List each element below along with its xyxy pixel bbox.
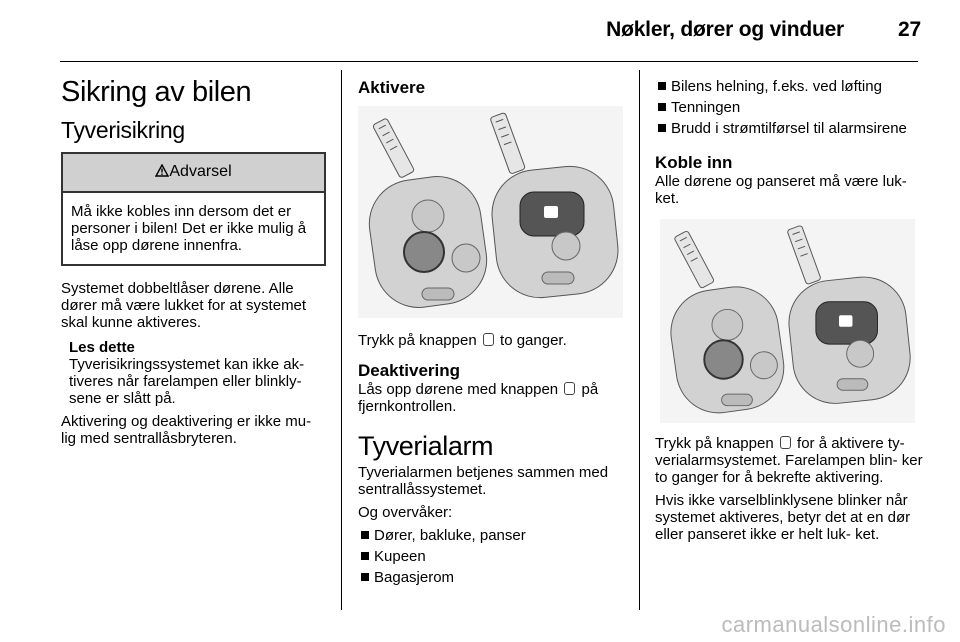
warning-header [63,154,324,193]
unlock-button-icon [564,382,575,395]
note [61,339,326,407]
monitor-list [358,525,623,588]
page-header [606,18,921,42]
deactivate-text [358,381,623,415]
warning-title: Advarsel [169,163,232,180]
activate-heading: Aktivere [358,78,426,97]
text-span: Trykk på knappen [655,435,774,452]
list-item: Dører, bakluke, panser [358,525,623,546]
lock-button-icon [780,436,791,449]
list-item: Bagasjerom [358,567,623,588]
page-number: 27 [898,18,921,41]
column-divider-2 [639,70,640,610]
alarm-heading: Tyverialarm [358,431,494,461]
deactivate-heading: Deaktivering [358,361,461,380]
connect-heading: Koble inn [655,153,733,172]
text-span: to ganger. [500,332,567,349]
list-item: Bilens helning, f.eks. ved løfting [655,76,923,97]
header-rule [60,61,918,62]
monitor-list-continued [655,76,923,139]
paragraph: Systemet dobbeltlåser dørene. Alle dører må være lukket for at systemet skal kunne aktiveres. [61,280,307,331]
monitors-label: Og overvåker: [358,504,453,521]
warning-text: Må ikke kobles inn dersom det er personer i bilen! Det er ikke mulig å låse opp dørene innenfra. [71,203,307,254]
text-span: Trykk på knappen [358,332,477,349]
subsection-title: Tyverisikring [61,117,185,143]
blinker-text: Hvis ikke varselblinklysene blinker når systemet aktiveres, betyr det at en dør eller panseret ikke er helt luk- ket. [655,492,911,543]
chapter-title: Nøkler, dører og vinduer [606,18,845,41]
note-label: Les dette [69,339,135,356]
lock-button-icon [483,333,494,346]
list-item: Brudd i strømtilførsel til alarmsirene [655,118,923,139]
key-fob-illustration [358,106,623,318]
list-item: Kupeen [358,546,623,567]
alarm-text: Tyverialarmen betjenes sammen med sentrallåssystemet. [358,464,609,498]
column-divider-1 [341,70,342,610]
list-item: Tenningen [655,97,923,118]
column-3 [655,68,923,543]
watermark: carmanualsonline.info [721,612,946,637]
key-fob-illustration [655,219,920,423]
paragraph: Aktivering og deaktivering er ikke mu- lig med sentrallåsbryteren. [61,413,312,447]
text-span: på fjernkontrollen. [358,381,599,415]
text-span: for å aktivere ty- verialarmsystemet. Farelampen blin- ker to ganger for å bekrefte aktivering. [655,435,923,486]
column-2 [358,68,623,588]
activate-alarm-text [655,435,923,486]
connect-text: Alle dørene og panseret må være luk- ket. [655,173,907,207]
section-title: Sikring av bilen [61,76,252,108]
note-text: Tyverisikringssystemet kan ikke ak- tiveres når farelampen eller blinkly- sene er slått på. [69,356,305,407]
text-span: Lås opp dørene med knappen [358,381,559,398]
warning-box [61,152,326,266]
warning-triangle-icon [155,164,169,177]
column-1 [61,68,326,447]
activate-text [358,332,623,349]
